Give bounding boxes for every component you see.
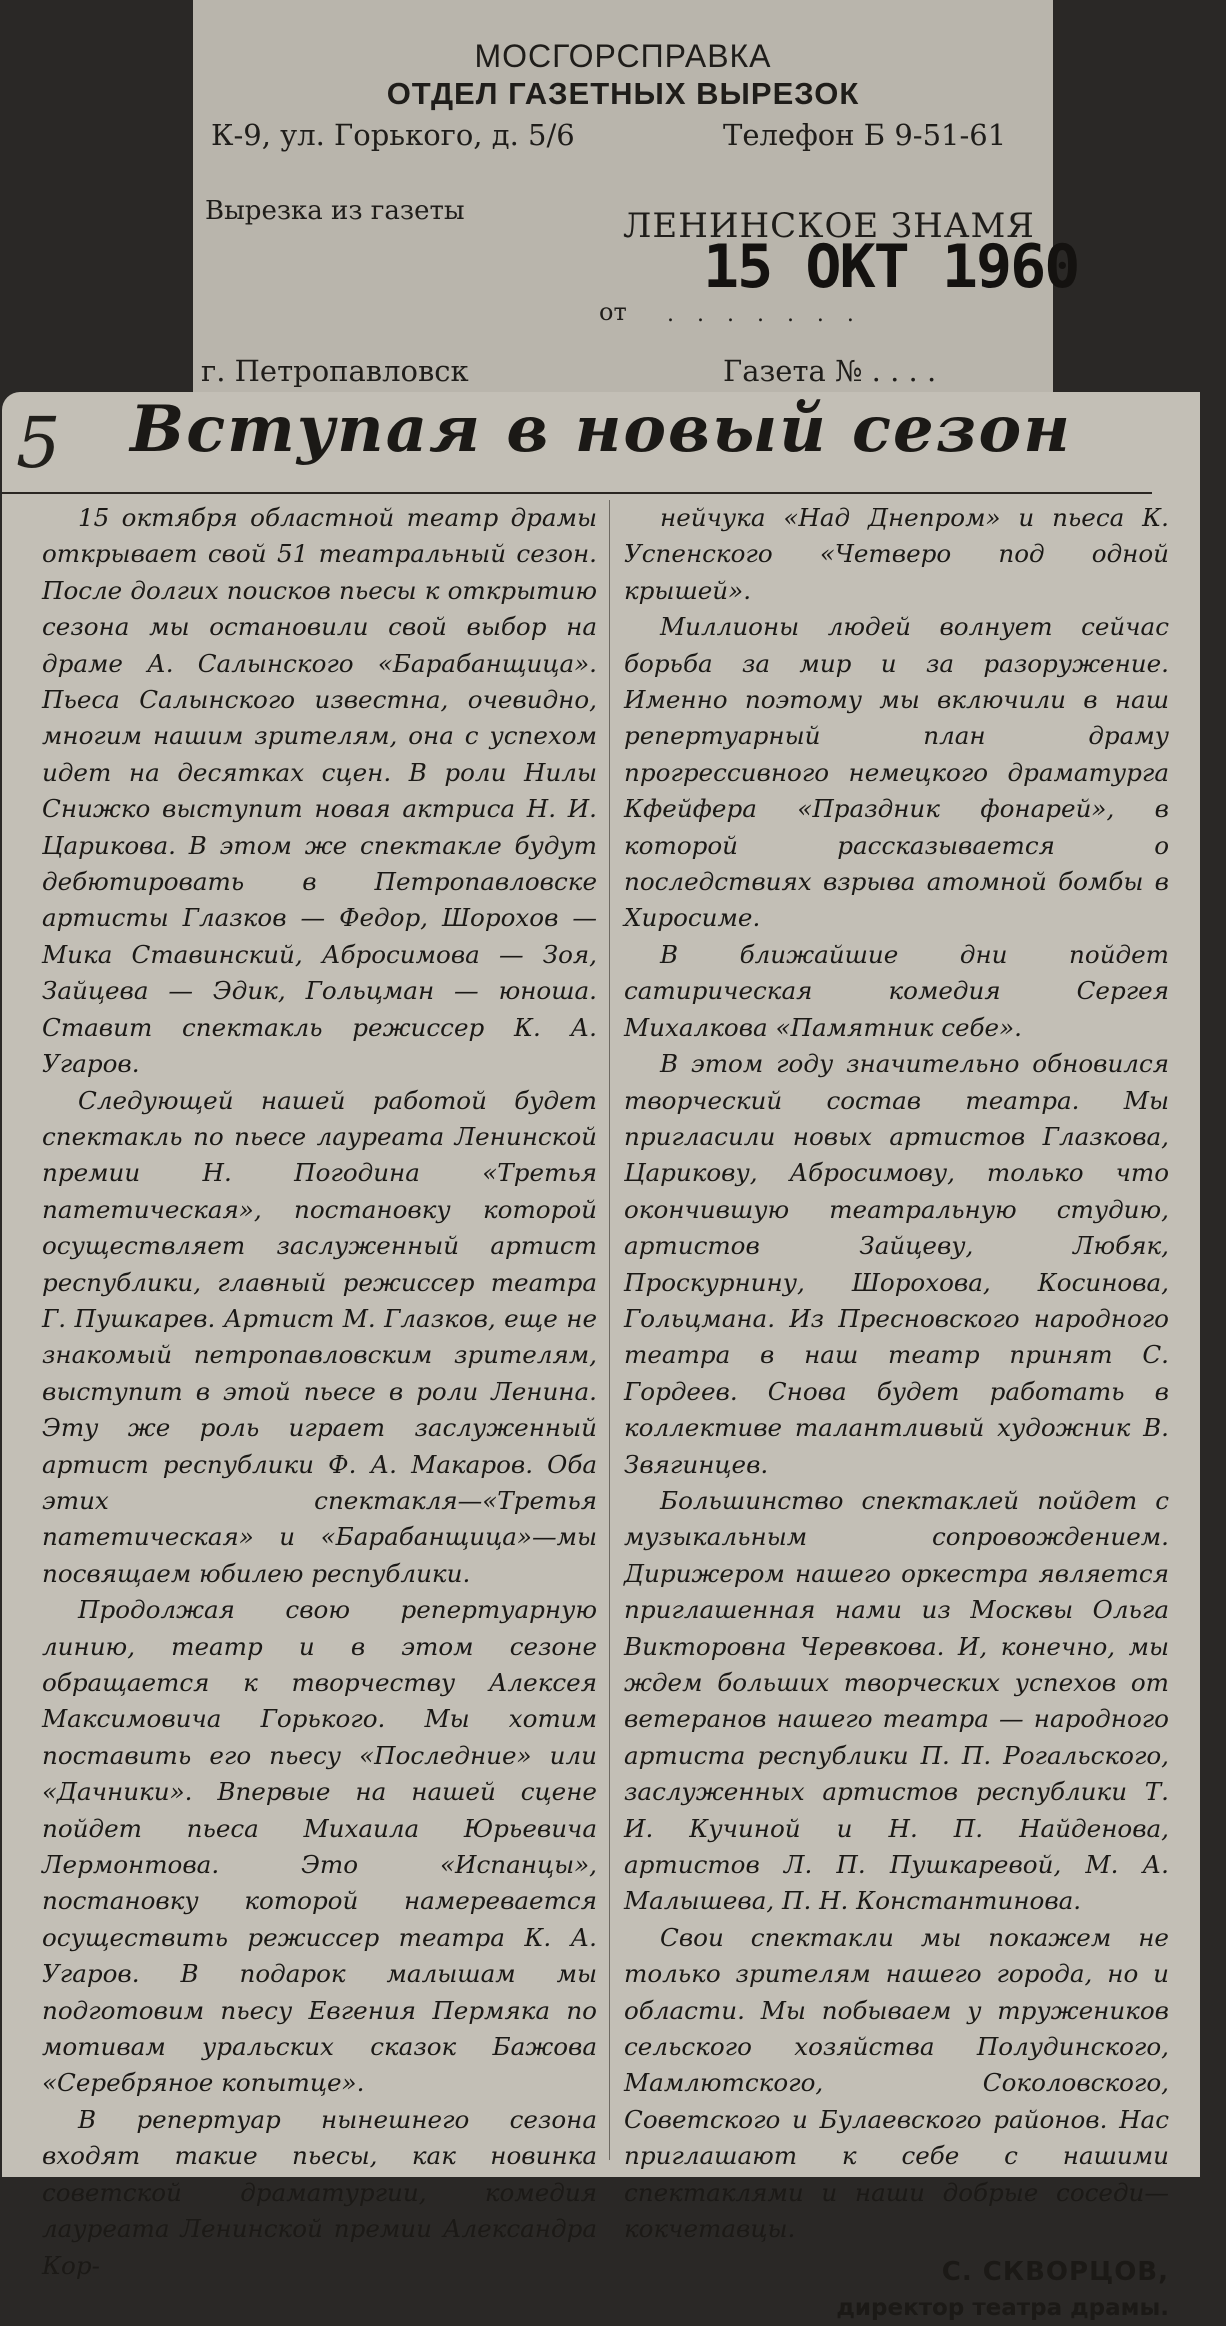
paragraph: нейчука «Над Днепром» и пьеса К. Успенского «Четверо под одной крышей». [624,503,1169,605]
clip-label: Вырезка из газеты [205,196,465,226]
paragraph: Свои спектакли мы покажем не только зрителям нашего города, но и области. Мы побываем у тружеников сельского хозяйства Полудинского, Мамлютского, Соколовского, Советского и Булаевского районов. Нас приглашают к себе с нашими спектаклями и наши добрые соседи—кокчетавцы. [624,1922,1169,2244]
from-dots: . . . . . . . [667,302,862,327]
department-name: ОТДЕЛ ГАЗЕТНЫХ ВЫРЕЗОК [386,76,860,111]
paragraph: В этом году значительно обновился творческий состав театра. Мы пригласили новых артистов Глазкова, Царикову, Абросимову, только что окончившую театральную студию, артистов Зайцеву, Любяк, Проскурнину, Шорохова, Косинова, Гольцмана. Из Пресновского народного театра в наш театр принят С. Гордеев. Снова будет работать в коллективе талантливый художник В. Звягинцев. [624,1049,1169,1479]
newspaper-name-stamp: ЛЕНИНСКОЕ ЗНАМЯ [623,206,1035,246]
headline-rule [2,492,1152,494]
article-column-left [42,500,597,2284]
author-name: С. СКВОРЦОВ, [941,2256,1169,2287]
clipping-service-slip [193,0,1079,392]
date-stamp: 15 ОКТ 1960 [703,232,1079,302]
newspaper-article [2,392,1200,2321]
paragraph: В ближайшие дни пойдет сатирическая комедия Сергея Михалкова «Памятник себе». [624,939,1169,1042]
paragraph: Миллионы людей волнует сейчас борьба за мир и за разоружение. Именно поэтому мы включили в наш репертуарный план драму прогрессивного немецкого драматурга Кфейфера «Праздник фонарей», в которой рассказывается о последствиях взрыва атомной бомбы в Хиросиме. [624,612,1169,933]
paragraph: 15 октября областной театр драмы открывает свой 51 театральный сезон. После долгих поисков пьесы к открытию сезона мы остановили свой выбор на драме А. Салынского «Барабанщица». Пьеса Салынского известна, очевидно, многим нашим зрителям, она с успехом идет на десятках сцен. В роли Нилы Снижко выступит новая актриса Н. И. Царикова. В этом же спектакле будут дебютировать в Петропавловске артисты Глазков — Федор, Шорохов — Мика Ставинский, Абросимова — Зоя, Зайцева — Эдик, Гольцман — юноша. Ставит спектакль режиссер К. А. Угаров. [42,503,597,1079]
column-divider [609,500,610,2160]
article-column-right [624,500,1169,2326]
paragraph: В репертуар нынешнего сезона входят такие пьесы, как новинка советской драматургии, комедия лауреата Ленинской премии Александра Кор- [42,2104,597,2280]
gazeta-number-label: Газета № . . . . [723,354,937,388]
city: г. Петропавловск [201,354,469,388]
paragraph: Большинство спектаклей пойдет с музыкальным сопровождением. Дирижером нашего оркестра является приглашенная нами из Москвы Ольга Викторовна Черевкова. И, конечно, мы ждем больших творческих успехов от ветеранов нашего театра — народного артиста республики П. П. Рогальского, заслуженных артистов республики Т. И. Кучиной и Н. П. Найденова, артистов Л. П. Пушкаревой, М. А. Малышева, П. Н. Константинова. [624,1485,1169,1916]
article-headline: Вступая в новый сезон [130,392,1072,467]
author-title: директор театра драмы. [836,2294,1169,2321]
address: К-9, ул. Горького, д. 5/6 [211,118,575,152]
from-label: от [599,298,627,326]
handwritten-mark: 5 [16,402,61,484]
paragraph: Продолжая свою репертуарную линию, театр и в этом сезоне обращается к творчеству Алексея Максимовича Горького. Мы хотим поставить его пьесу «Последние» или «Дачники». Впервые на нашей сцене пойдет пьеса Михаила Юрьевича Лермонтова. Это «Испанцы», постановку которой намеревается осуществить режиссер театра К. А. Угаров. В подарок малышам мы подготовим пьесу Евгения Пермяка по мотивам уральских сказок Бажова «Серебряное копытце». [42,1595,597,2098]
phone: Телефон Б 9-51-61 [723,118,1007,152]
org-name: МОСГОРСПРАВКА [474,38,772,74]
paragraph: Следующей нашей работой будет спектакль по пьесе лауреата Ленинской премии Н. Погодина «Третья патетическая», постановку которой осуществляет заслуженный артист республики, главный режиссер театра Г. Пушкарев. Артист М. Глазков, еще не знакомый петропавловским зрителям, выступит в этой пьесе в роли Ленина. Эту же роль играет заслуженный артист республики Ф. А. Макаров. Оба этих спектакля—«Третья патетическая» и «Барабанщица»—мы посвящаем юбилею республики. [42,1085,597,1588]
